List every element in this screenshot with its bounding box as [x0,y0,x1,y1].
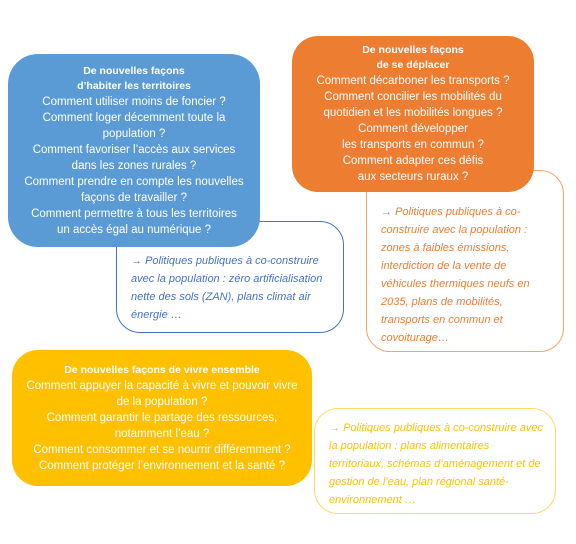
arrow-icon: → [131,255,142,267]
deplacer-question: Comment adapter ces défis aux secteurs ruraux ? [342,155,484,183]
habiter-policies-text: Politiques publiques à co-construire avec la population : zéro artificialisation nette des sols (ZAN), plans climat air énergie … [131,255,323,321]
deplacer-question: Comment concilier les mobilités du quotidien et les mobilités longues ? [323,91,503,119]
vivre-question: Comment protéger l’environnement et la santé ? [38,459,286,472]
deplacer-question: Comment développer les transports en commun ? [342,123,484,151]
deplacer-questions-box [292,36,534,192]
arrow-icon: → [381,206,392,218]
habiter-question: Comment utiliser moins de foncier ? [42,95,226,108]
habiter-title: De nouvelles façons d’habiter les territoires [77,64,191,92]
deplacer-policies-text: Politiques publiques à co-construire avec la population : zones à faibles émissions, interdiction de la vente de véhicules thermiques neufs en 2035, plans de mobilités, transports en commun et covoiturage… [381,206,530,344]
vivre-questions-box [12,350,312,486]
vivre-title: De nouvelles façons de vivre ensemble [64,363,260,376]
vivre-question: Comment appuyer la capacité à vivre et pouvoir vivre de la population ? [26,379,298,408]
habiter-question: Comment prendre en compte les nouvelles façons de travailler ? [24,175,244,204]
habiter-questions-box [8,54,260,247]
habiter-question: Comment permettre à tous les territoires un accès égal au numérique ? [31,207,237,236]
arrow-icon: → [329,422,340,434]
vivre-policies-callout [314,408,556,514]
deplacer-title: De nouvelles façons de se déplacer [362,44,464,71]
vivre-policies-text: Politiques publiques à co-construire avec la population : plans alimentaires territoriaux, schémas d’aménagement et de gestion de l’eau, plan régional santé-environnement … [329,422,544,506]
vivre-question: Comment garantir le partage des ressources, notamment l’eau ? [46,411,278,440]
deplacer-policies-callout [366,170,564,352]
vivre-question: Comment consommer et se nourrir différemment ? [33,443,291,456]
habiter-question: Comment loger décemment toute la population ? [42,111,226,140]
deplacer-question: Comment décarboner les transports ? [316,75,510,87]
habiter-question: Comment favoriser l’accès aux services dans les zones rurales ? [32,143,236,172]
